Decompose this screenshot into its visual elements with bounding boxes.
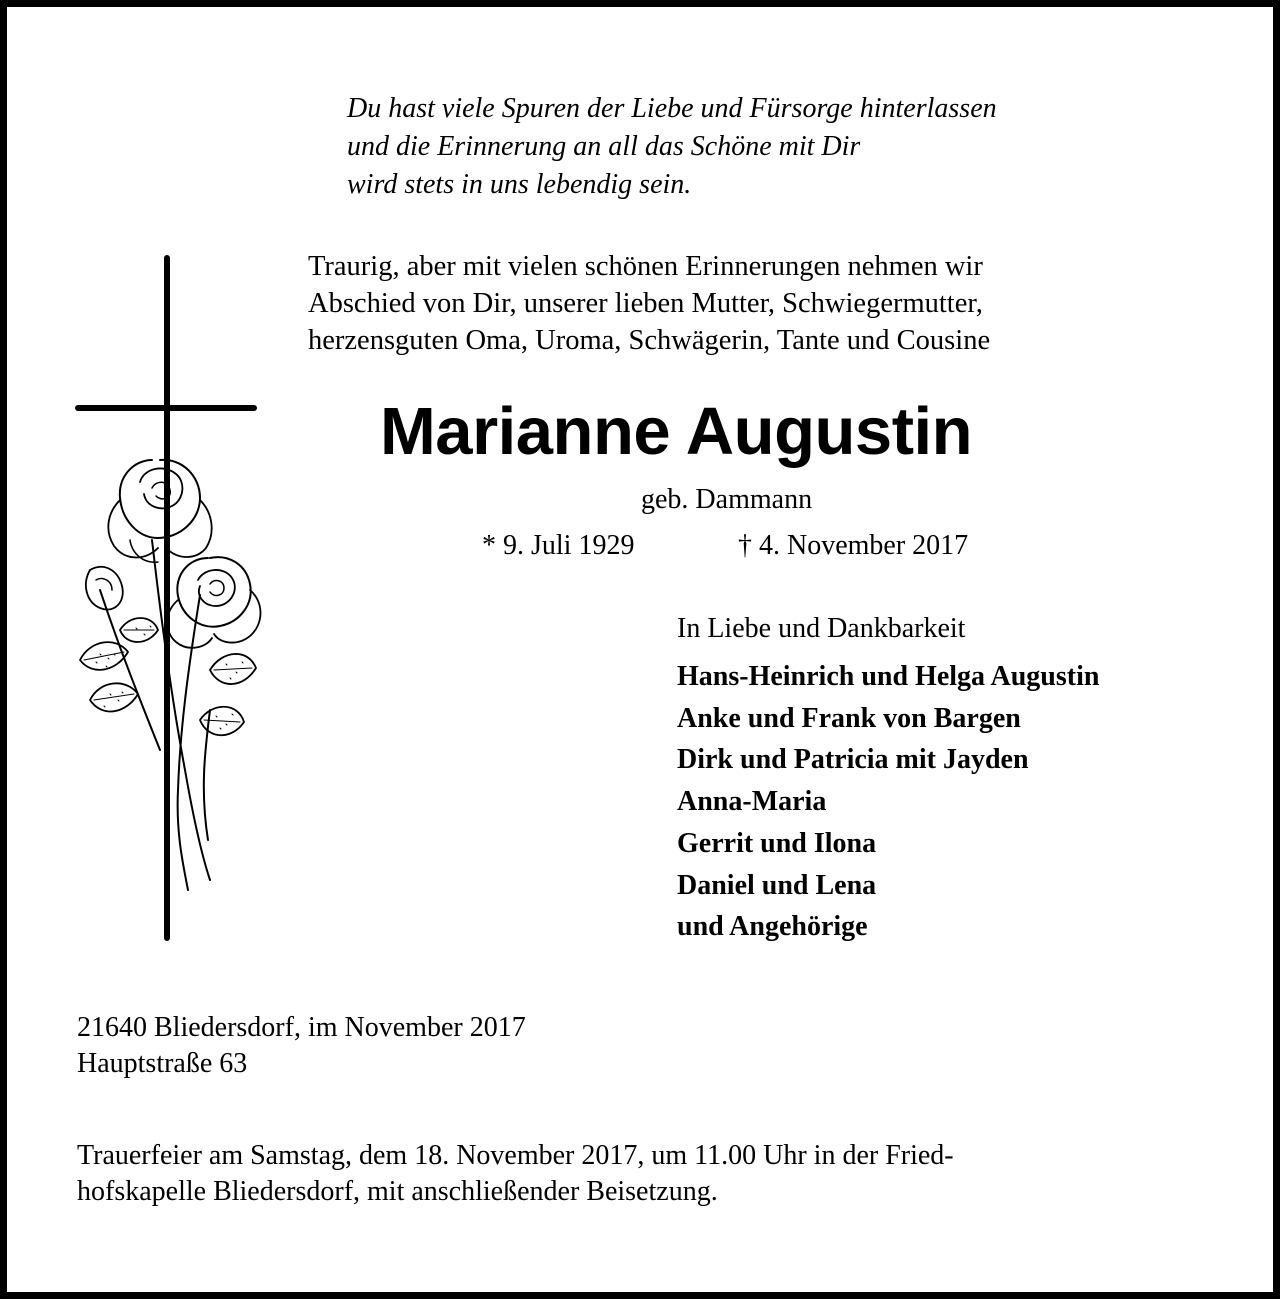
mourner-entry: Anke und Frank von Bargen xyxy=(677,702,1021,734)
deceased-name: Marianne Augustin xyxy=(380,394,973,469)
address-line: Hauptstraße 63 xyxy=(77,1048,248,1079)
intro-line: Abschied von Dir, unserer lieben Mutter, Schwiegermutter, xyxy=(308,288,983,319)
mourner-entry: Dirk und Patricia mit Jayden xyxy=(677,744,1029,776)
maiden-name: geb. Dammann xyxy=(641,484,813,515)
service-line: Trauerfeier am Samstag, dem 18. November 2017, um 11.00 Uhr in der Fried- xyxy=(77,1140,954,1171)
birth-date: * 9. Juli 1929 xyxy=(482,530,635,561)
poem-line: wird stets in uns lebendig sein. xyxy=(347,169,692,200)
intro-line: Traurig, aber mit vielen schönen Erinnerungen nehmen wir xyxy=(308,251,983,282)
mourners-list xyxy=(677,656,1099,948)
service-line: hofskapelle Bliedersdorf, mit anschließender Beisetzung. xyxy=(77,1176,718,1207)
death-date: † 4. November 2017 xyxy=(738,530,969,561)
mourner-entry: Daniel und Lena xyxy=(677,869,877,901)
poem-line: Du hast viele Spuren der Liebe und Fürsorge hinterlassen xyxy=(347,93,997,124)
mourner-entry: Hans-Heinrich und Helga Augustin xyxy=(677,661,1100,692)
memorial-poem xyxy=(347,90,997,204)
mourner-entry: und Angehörige xyxy=(677,911,868,943)
address-line: 21640 Bliedersdorf, im November 2017 xyxy=(77,1012,526,1043)
mourner-entry: Anna-Maria xyxy=(677,786,827,818)
gratitude-line: In Liebe und Dankbarkeit xyxy=(677,613,966,644)
family-address xyxy=(77,1010,526,1082)
intro-line: herzensguten Oma, Uroma, Schwägerin, Tante und Cousine xyxy=(308,325,991,356)
poem-line: und die Erinnerung an all das Schöne mit Dir xyxy=(347,131,861,162)
farewell-intro xyxy=(308,248,990,359)
mourner-entry: Gerrit und Ilona xyxy=(677,827,877,859)
cross-with-roses-icon xyxy=(60,250,280,950)
funeral-service-info xyxy=(77,1138,954,1210)
